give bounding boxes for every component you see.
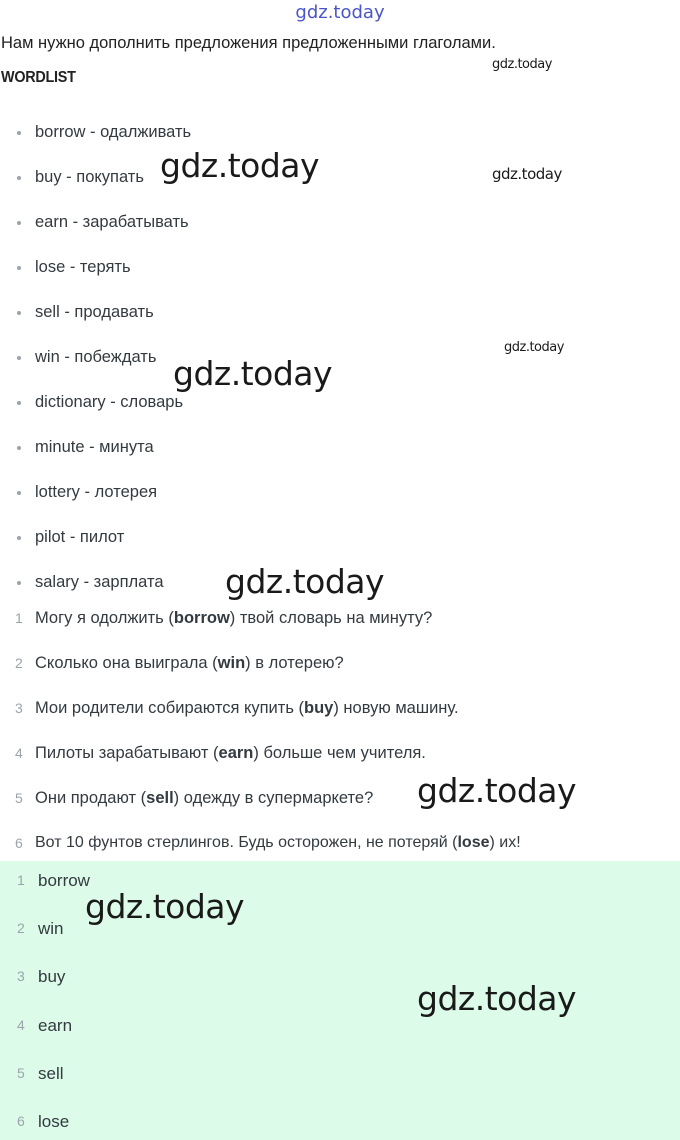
bullet-dot (17, 176, 21, 180)
answer-number: 6 (17, 1113, 25, 1129)
bullet-dot (17, 446, 21, 450)
list-item-text: lottery - лотерея (35, 483, 158, 501)
list-item-text: borrow - одалживать (35, 123, 192, 141)
list-item-text: minute - минута (35, 438, 154, 456)
answer-word: win (217, 654, 246, 672)
answer-number: 3 (17, 968, 25, 984)
sentence-number: 4 (15, 745, 23, 761)
list-item-text: buy - покупать (35, 168, 144, 186)
watermark: gdz.today (417, 771, 577, 810)
answer-text: buy (38, 967, 66, 986)
answer-text: win (38, 919, 64, 938)
watermark: gdz.today (504, 340, 564, 355)
sentence-text: Пилоты зарабатывают (earn) больше чем учителя. (35, 744, 426, 762)
answer-word: borrow (173, 609, 230, 627)
sentence-number: 2 (15, 655, 23, 671)
answer-word: sell (146, 789, 174, 807)
list-item-text: lose - терять (35, 258, 131, 276)
answer-word: lose (457, 834, 490, 851)
list-item-text: dictionary - словарь (35, 393, 184, 411)
watermark: gdz.today (173, 354, 333, 393)
bullet-dot (17, 221, 21, 225)
answer-text: lose (38, 1112, 70, 1131)
answer-text: earn (38, 1016, 73, 1035)
sentence-text: Они продают (sell) одежду в супермаркете? (35, 789, 374, 807)
list-item-text: earn - зарабатывать (35, 213, 189, 231)
bullet-dot (17, 536, 21, 540)
watermark: gdz.today (160, 146, 320, 185)
sentence-number: 1 (15, 610, 23, 626)
watermark-top: gdz.today (295, 2, 385, 23)
intro-text: Нам нужно дополнить предложения предложенными глаголами. (1, 34, 496, 52)
answer-number: 2 (17, 920, 25, 936)
list-item-text: salary - зарплата (35, 573, 164, 591)
sentence-text: Вот 10 фунтов стерлингов. Будь осторожен, не потеряй (lose) их! (35, 834, 521, 851)
watermark: gdz.today (225, 562, 385, 601)
sentence-number: 6 (15, 835, 23, 851)
answer-number: 1 (17, 872, 25, 888)
sentence-text: Могу я одолжить (borrow) твой словарь на минуту? (35, 609, 433, 627)
sentence-number: 3 (15, 700, 23, 716)
bullet-dot (17, 131, 21, 135)
answer-text: borrow (38, 871, 90, 890)
bullet-dot (17, 311, 21, 315)
answer-word: earn (218, 744, 254, 762)
answer-number: 5 (17, 1065, 25, 1081)
sentence-text: Мои родители собираются купить (buy) новую машину. (35, 699, 459, 717)
answer-word: buy (304, 699, 334, 717)
sentence-text: Сколько она выиграла (win) в лотерею? (35, 654, 344, 672)
watermark: gdz.today (492, 57, 552, 72)
sentence-number: 5 (15, 790, 23, 806)
bullet-dot (17, 401, 21, 405)
watermark: gdz.today (417, 979, 577, 1018)
list-item-text: pilot - пилот (35, 528, 125, 546)
list-item-text: win - побеждать (35, 348, 157, 366)
list-item-text: sell - продавать (35, 303, 154, 321)
watermark: gdz.today (85, 887, 245, 926)
wordlist-heading: WORDLIST (1, 69, 76, 86)
bullet-dot (17, 491, 21, 495)
bullet-dot (17, 356, 21, 360)
answer-number: 4 (17, 1017, 25, 1033)
watermark: gdz.today (492, 165, 562, 183)
bullet-dot (17, 581, 21, 585)
answer-text: sell (38, 1064, 64, 1083)
bullet-dot (17, 266, 21, 270)
